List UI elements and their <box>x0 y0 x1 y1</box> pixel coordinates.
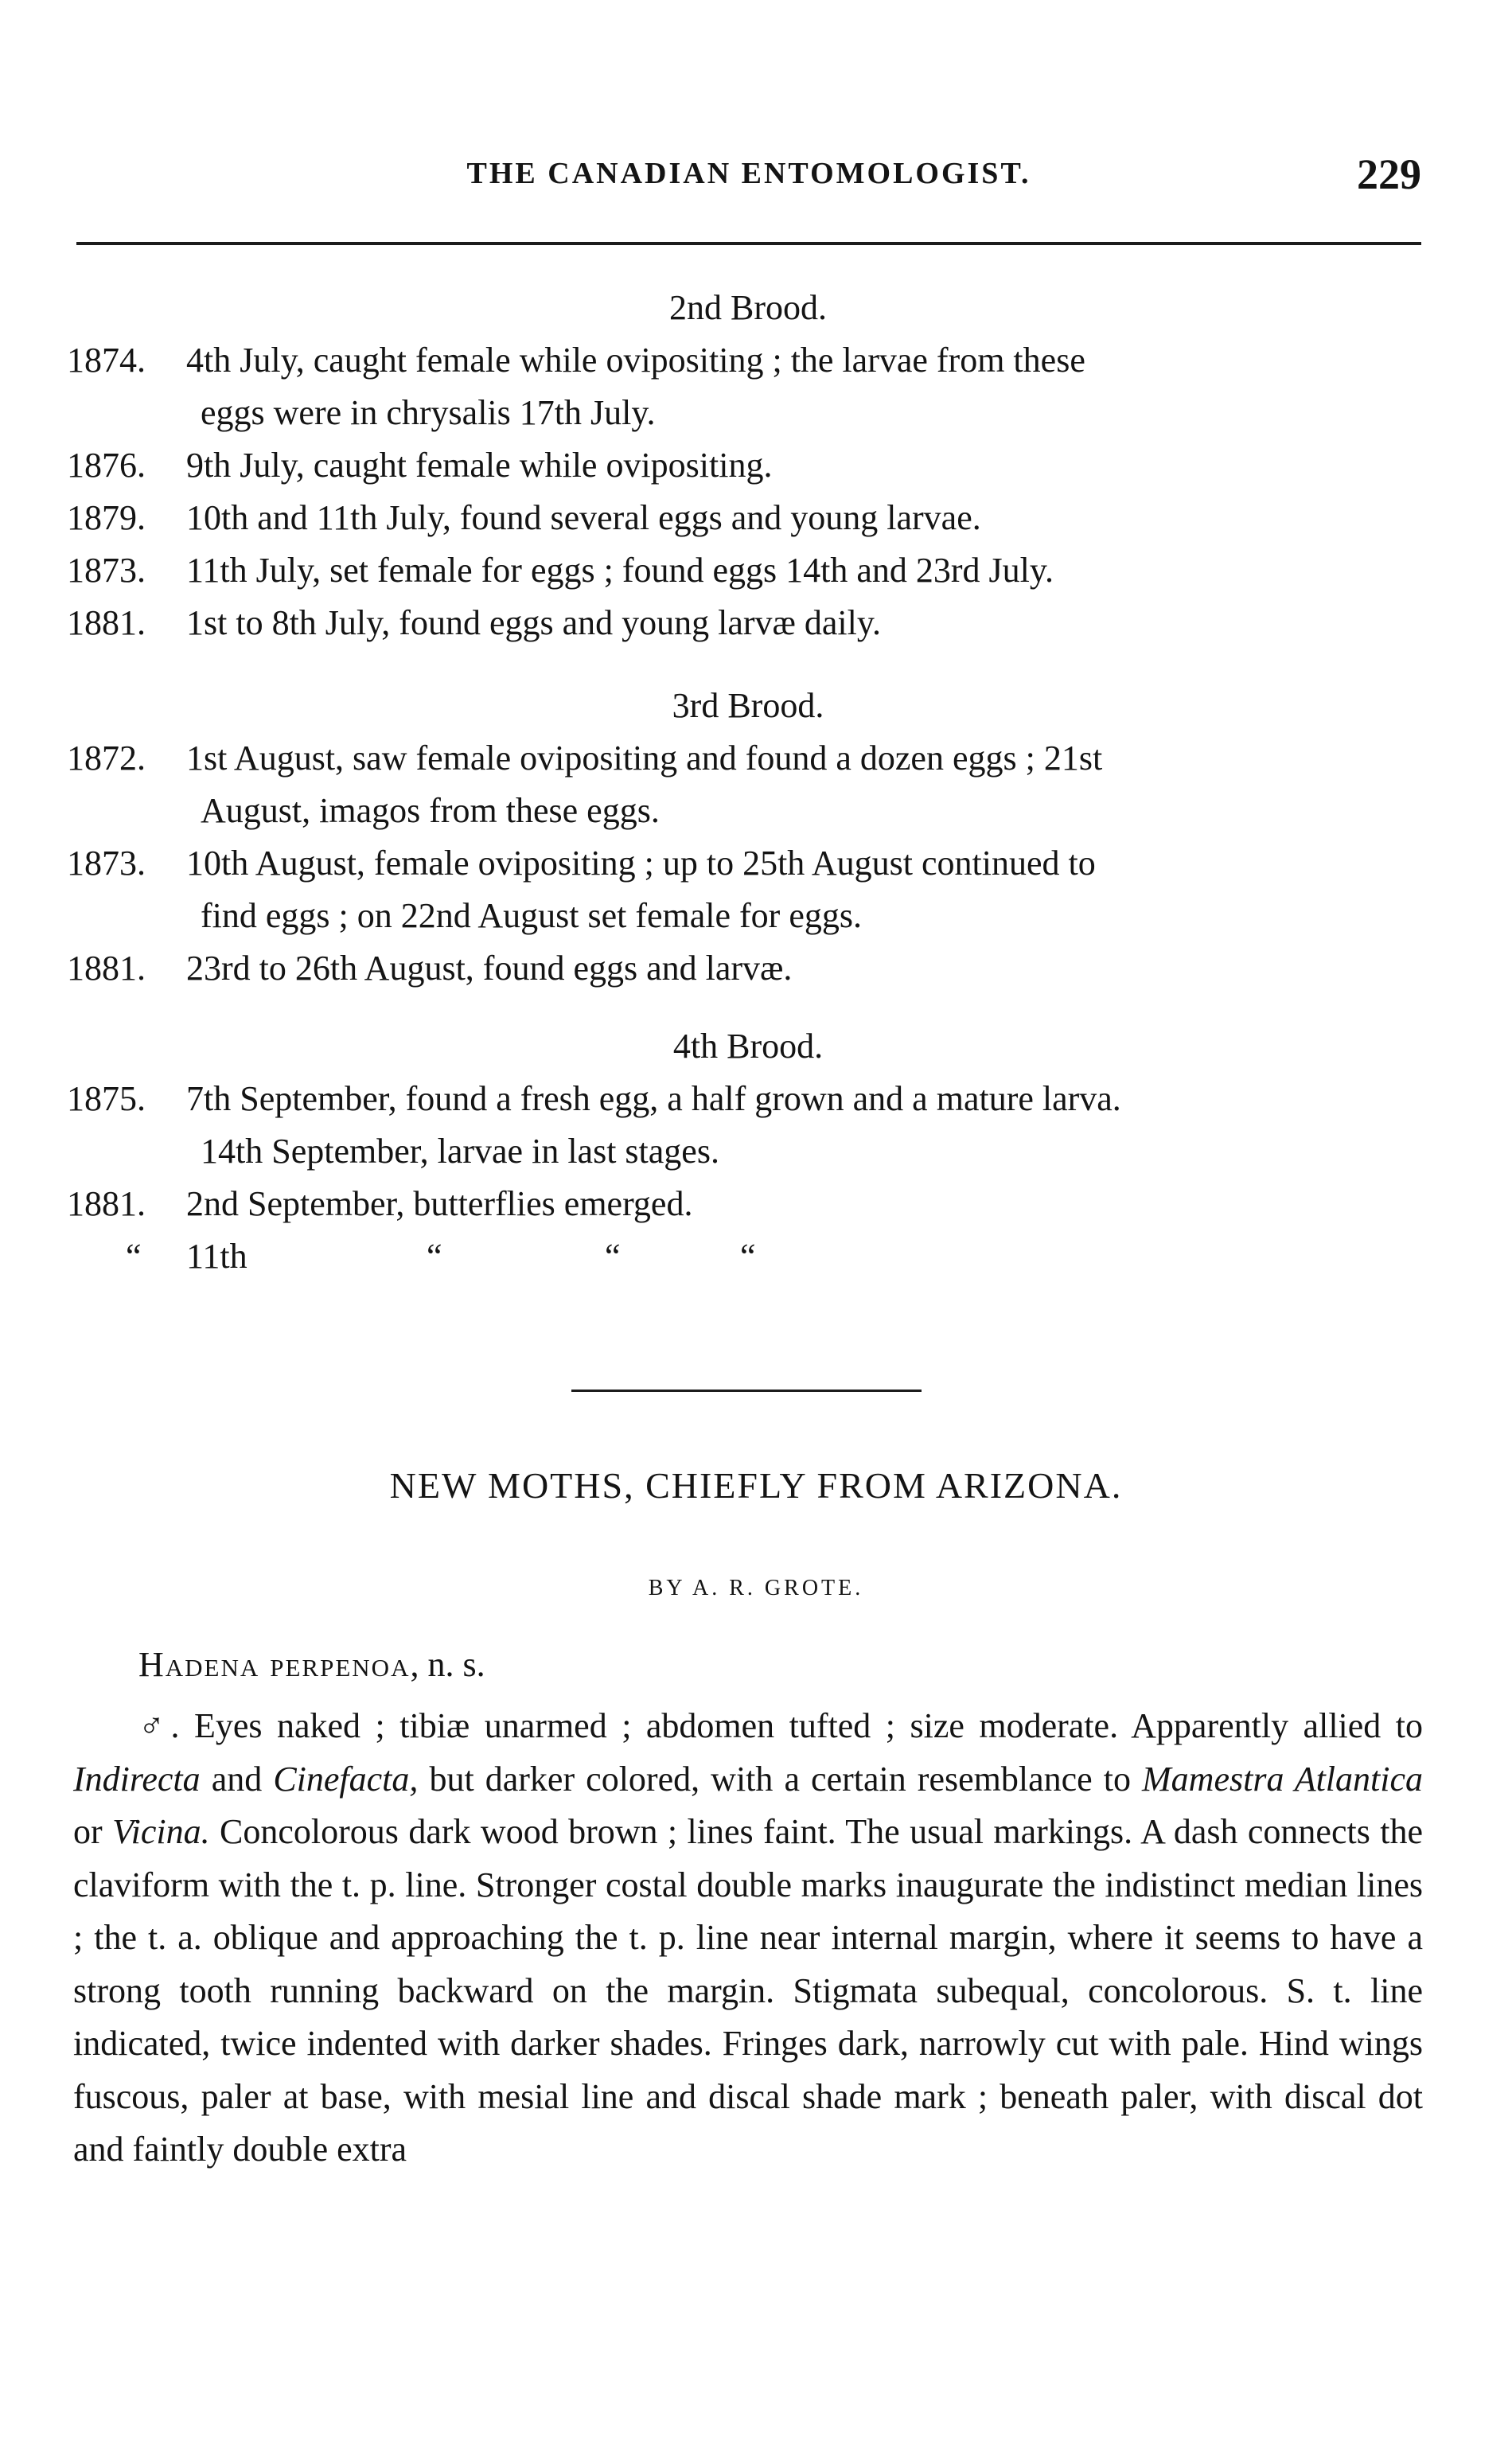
brood-section-3 <box>67 680 1429 995</box>
entry-text: 1st to 8th July, found eggs and young larvæ daily. <box>186 603 881 642</box>
brood-entry <box>67 837 1429 942</box>
article-title: NEW MOTHS, CHIEFLY FROM ARIZONA. <box>389 1465 1123 1506</box>
brood-entry <box>67 732 1429 837</box>
entry-year: 1873. <box>67 844 146 883</box>
description-text: but darker colored, with a certain resemblance to <box>418 1759 1143 1799</box>
species-name: Hadena perpenoa <box>138 1645 411 1684</box>
entry-year: 1881. <box>67 603 146 642</box>
entry-year: 1881. <box>67 949 146 988</box>
entry-year: 1876. <box>67 446 146 485</box>
brood-entry <box>67 942 1429 995</box>
brood-entry <box>67 597 1429 649</box>
brood-entry <box>67 492 1429 544</box>
brood-heading: 4th Brood. <box>672 1027 824 1066</box>
page-header <box>76 150 1421 204</box>
species-ref: Cinefacta, <box>273 1759 419 1799</box>
entry-year: 1879. <box>67 498 146 537</box>
ditto-mark: “ <box>126 1237 142 1276</box>
brood-entry <box>67 1178 1429 1230</box>
brood-entry <box>67 439 1429 492</box>
page-number: 229 <box>1357 150 1421 198</box>
running-title: THE CANADIAN ENTOMOLOGIST. <box>466 157 1031 190</box>
species-description <box>73 1700 1423 2177</box>
description-text: and <box>200 1759 274 1799</box>
brood-section-2 <box>67 282 1429 649</box>
description-text: or <box>73 1812 113 1851</box>
entry-text: 11th July, set female for eggs ; found eggs 14th and 23rd July. <box>186 551 1054 590</box>
ditto-mark: “ <box>427 1237 442 1276</box>
entry-text: 7th September, found a fresh egg, a half grown and a mature larva. <box>186 1079 1121 1118</box>
description-text: Eyes naked ; tibiæ unarmed ; abdomen tufted ; size moderate. Apparently allied to <box>179 1706 1424 1745</box>
species-ref: Vicina. <box>112 1812 210 1851</box>
ditto-mark: “ <box>740 1237 756 1276</box>
sex-symbol: ♂. <box>138 1706 180 1745</box>
entry-text-continued: find eggs ; on 22nd August set female for eggs. <box>201 896 862 935</box>
entry-text-continued: 14th September, larvae in last stages. <box>201 1132 719 1171</box>
brood-heading: 2nd Brood. <box>669 288 827 327</box>
entry-year: 1872. <box>67 739 146 778</box>
entry-text: 9th July, caught female while ovipositing. <box>186 446 773 485</box>
species-heading <box>138 1644 485 1685</box>
article-byline: BY A. R. GROTE. <box>648 1576 864 1600</box>
entry-text: 10th August, female ovipositing ; up to 25th August continued to <box>186 844 1096 883</box>
brood-section-4 <box>67 1020 1429 1283</box>
entry-text: 1st August, saw female ovipositing and found a dozen eggs ; 21st <box>186 739 1103 778</box>
brood-entry <box>67 334 1429 439</box>
ditto-row <box>67 1230 1429 1283</box>
entry-year: 1874. <box>67 341 146 380</box>
entry-year: 1875. <box>67 1079 146 1118</box>
header-rule <box>76 242 1421 245</box>
description-text: Concolorous dark wood brown ; lines faint. The usual markings. A dash connects the claviform with the t. p. line. Stronger costal double marks inaugurate the indistinct median lines ; the t. a. oblique and approaching the t. p. line near internal margin, where it seems to have a strong tooth running backward on the margin. Stigmata subequal, concolorous. S. t. line indicated, twice indented with darker shades. Fringes dark, narrowly cut with pale. Hind wings fuscous, paler at base, with mesial line and discal shade mark ; beneath paler, with discal dot and faintly double extra <box>73 1812 1423 2169</box>
ditto-mark: “ <box>605 1237 621 1276</box>
brood-entry <box>67 544 1429 597</box>
brood-heading: 3rd Brood. <box>672 686 824 725</box>
entry-text: 2nd September, butterflies emerged. <box>186 1184 693 1223</box>
section-divider <box>571 1390 922 1392</box>
entry-text: 10th and 11th July, found several eggs and young larvae. <box>186 498 981 537</box>
species-ref: Indirecta <box>73 1759 201 1799</box>
entry-year: 1881. <box>67 1184 146 1223</box>
entry-text: 23rd to 26th August, found eggs and larvæ. <box>186 949 793 988</box>
entry-year: 1873. <box>67 551 146 590</box>
brood-entry <box>67 1073 1429 1178</box>
entry-text: 4th July, caught female while ovipositing ; the larvae from these <box>186 341 1085 380</box>
entry-text-continued: eggs were in chrysalis 17th July. <box>201 393 656 432</box>
ditto-day: 11th <box>186 1237 247 1276</box>
entry-text-continued: August, imagos from these eggs. <box>201 791 660 830</box>
species-suffix: , n. s. <box>410 1645 485 1684</box>
description-paragraph <box>73 1700 1423 2177</box>
species-ref: Mamestra Atlantica <box>1142 1759 1424 1799</box>
